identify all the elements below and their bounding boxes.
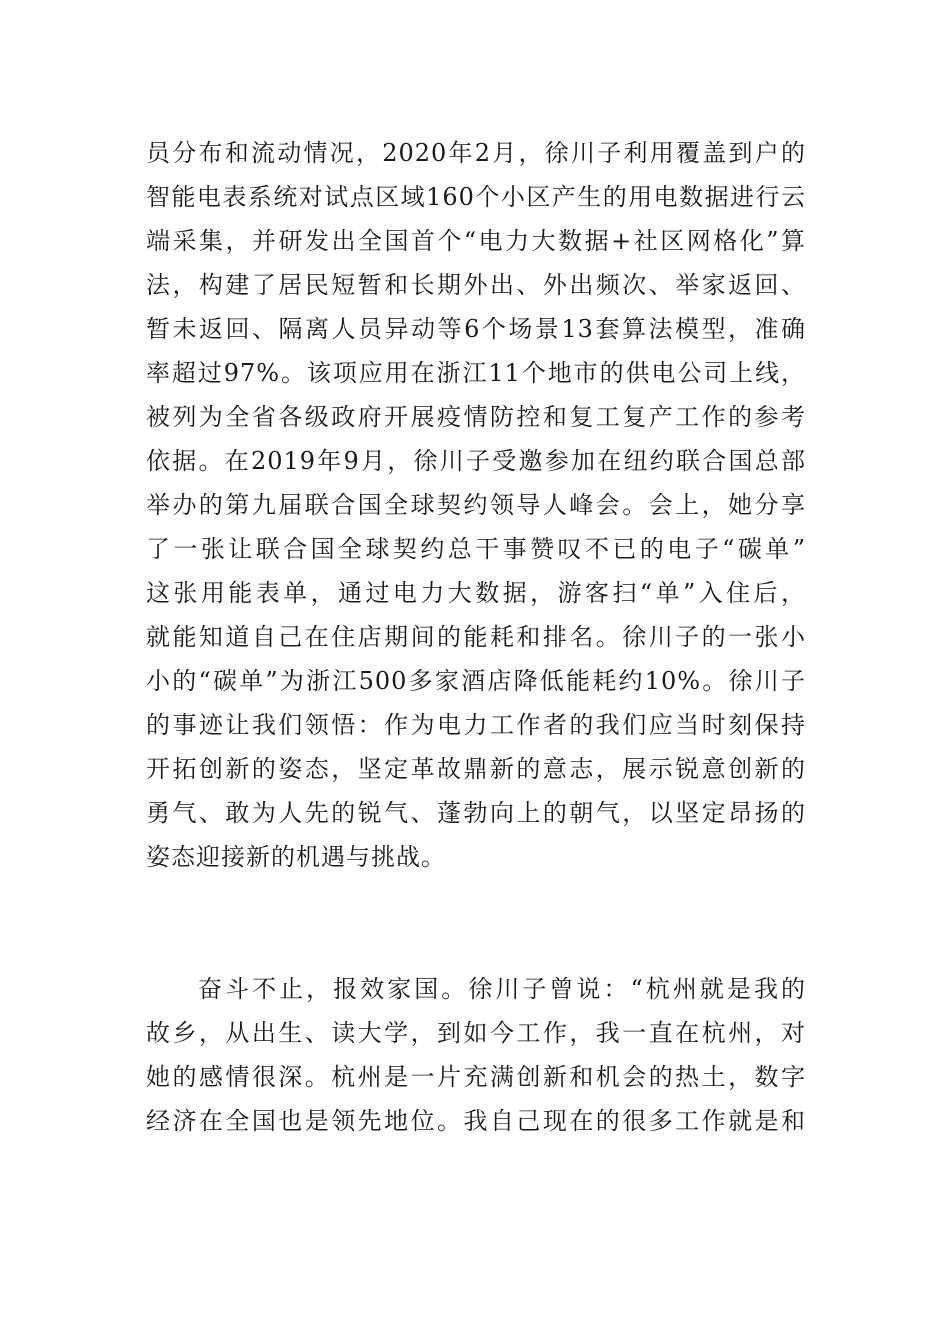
text-line: 暂未返回、隔离人员异动等6个场景13套算法模型，准确 <box>146 315 806 343</box>
text-line: 就能知道自己在住店期间的能耗和排名。徐川子的一张小 <box>146 623 806 651</box>
text-line: 被列为全省各级政府开展疫情防控和复工复产工作的参考 <box>146 403 806 431</box>
text-line: 这张用能表单，通过电力大数据，游客扫“单”入住后， <box>146 579 806 607</box>
text-line: 法，构建了居民短暂和长期外出、外出频次、举家返回、 <box>146 271 806 299</box>
paragraph-gap <box>146 879 806 967</box>
text-line: 经济在全国也是领先地位。我自己现在的很多工作就是和 <box>146 1107 806 1135</box>
text-line: 姿态迎接新的机遇与挑战。 <box>146 843 446 871</box>
text-line: 端采集，并研发出全国首个“电力大数据+社区网格化”算 <box>146 227 806 255</box>
text-line: 依据。在2019年9月，徐川子受邀参加在纽约联合国总部 <box>146 447 806 475</box>
text-line: 了一张让联合国全球契约总干事赞叹不已的电子“碳单” <box>146 535 806 563</box>
text-line: 率超过97%。该项应用在浙江11个地市的供电公司上线， <box>146 359 806 387</box>
text-line: 智能电表系统对试点区域160个小区产生的用电数据进行云 <box>146 183 806 211</box>
text-line: 小的“碳单”为浙江500多家酒店降低能耗约10%。徐川子 <box>146 667 806 695</box>
text-line: 故乡，从出生、读大学，到如今工作，我一直在杭州，对 <box>146 1019 806 1047</box>
text-line: 她的感情很深。杭州是一片充满创新和机会的热土，数字 <box>146 1063 806 1091</box>
paragraph-2 <box>146 967 806 1143</box>
text-line: 奋斗不止，报效家国。徐川子曾说：“杭州就是我的 <box>198 975 806 1003</box>
text-line: 开拓创新的姿态，坚定革故鼎新的意志，展示锐意创新的 <box>146 755 806 783</box>
text-line: 举办的第九届联合国全球契约领导人峰会。会上，她分享 <box>146 491 806 519</box>
document-body <box>146 131 806 1143</box>
text-line: 勇气、敢为人先的锐气、蓬勃向上的朝气，以坚定昂扬的 <box>146 799 806 827</box>
text-line: 员分布和流动情况，2020年2月，徐川子利用覆盖到户的 <box>146 139 806 167</box>
paragraph-1 <box>146 131 806 879</box>
text-line: 的事迹让我们领悟：作为电力工作者的我们应当时刻保持 <box>146 711 806 739</box>
